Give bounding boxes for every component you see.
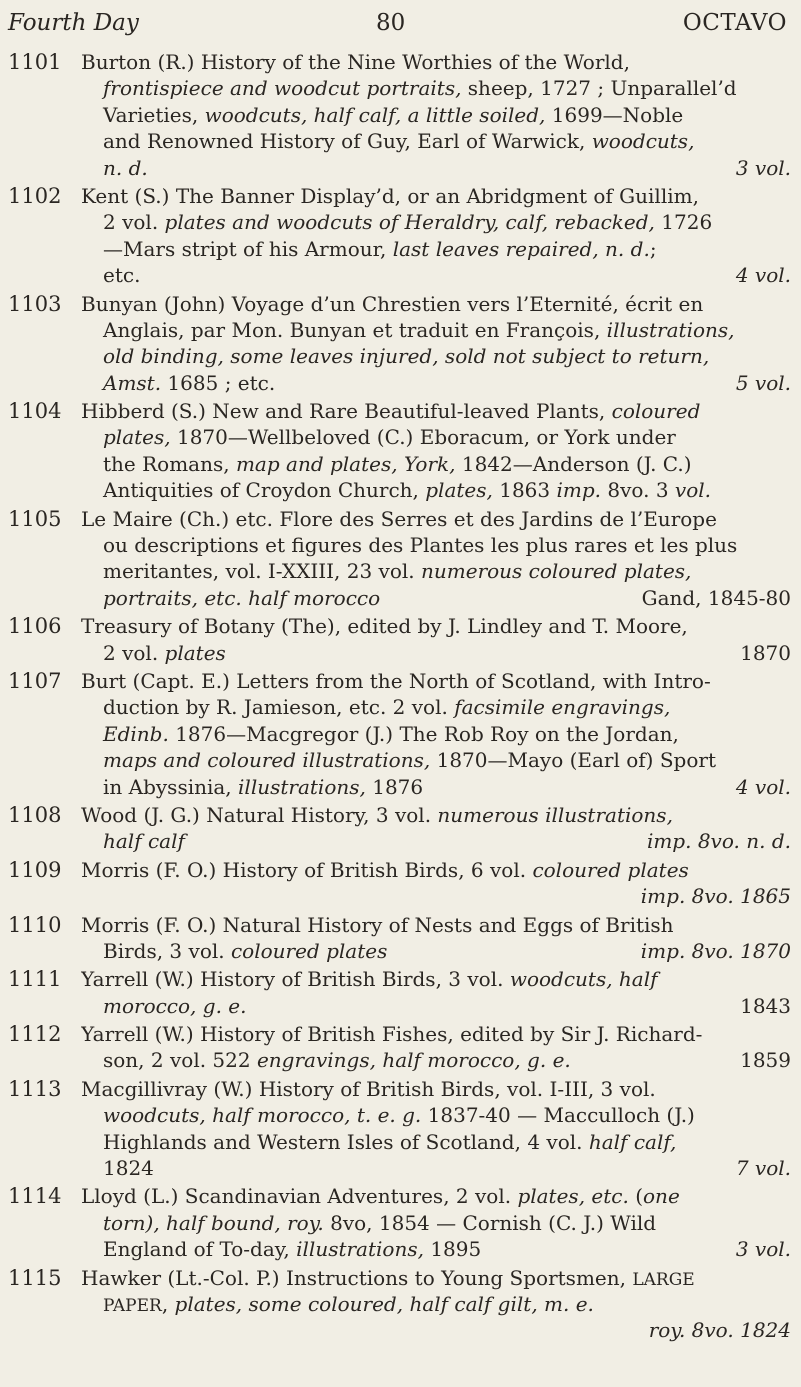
line-text: [103, 748, 716, 772]
lot-description-line: [81, 828, 791, 854]
text-run: Burton (R.) History of the Nine Worthies of the World,: [81, 50, 630, 74]
line-right-text: 7 vol.: [735, 1156, 791, 1181]
lot-entry: [0, 1076, 801, 1182]
lot-number: 1109: [8, 857, 62, 882]
lot-description-line: [81, 857, 791, 883]
lot-description-line: [81, 49, 791, 75]
italic-text: woodcuts, half calf, a little soiled,: [204, 102, 546, 127]
line-text: [103, 452, 692, 476]
line-text: [103, 1211, 656, 1235]
italic-text: illustrations,: [606, 317, 735, 342]
italic-text: plates, some coloured, half calf gilt, m. e.: [174, 1291, 594, 1316]
text-run: 1842—Anderson (J. C.): [455, 451, 692, 476]
line-text: [103, 722, 679, 746]
line-text: [103, 370, 275, 396]
line-text: [81, 50, 630, 74]
lot-description-line: [81, 75, 791, 101]
text-run: 1824: [103, 1156, 154, 1181]
lot-entry: [0, 291, 801, 397]
lot-entry: [0, 1021, 801, 1074]
lot-number: 1112: [8, 1022, 62, 1047]
lot-description-line: [81, 183, 791, 209]
text-run: ;: [649, 236, 657, 261]
italic-text: engravings, half morocco, g. e.: [256, 1048, 571, 1073]
line-text: [81, 1266, 695, 1290]
lot-description-line: [81, 1076, 791, 1102]
lot-description-line: [81, 774, 791, 800]
text-run: 1699—Noble: [545, 102, 684, 127]
lot-description-line: [81, 317, 791, 343]
line-text: [103, 1236, 481, 1262]
lot-number: 1107: [8, 668, 62, 693]
text-run: Antiquities of Croydon Church,: [103, 478, 426, 503]
italic-text: numerous coloured plates,: [421, 559, 692, 584]
lot-description-line: [81, 506, 791, 532]
line-text: [81, 967, 658, 991]
lot-description-line: [81, 694, 791, 720]
line-right-text: 1870: [740, 640, 791, 665]
lot-description-line: [81, 1021, 791, 1047]
lot-description-line: [81, 209, 791, 235]
line-text: [81, 292, 703, 316]
line-right-text: roy. 8vo. 1824: [648, 1318, 791, 1343]
italic-text: coloured plates: [230, 938, 388, 963]
line-text: [81, 669, 711, 693]
text-run: —Mars stript of his Armour,: [103, 236, 393, 261]
lot-description-line: [81, 640, 791, 666]
line-text: [103, 478, 711, 502]
line-text: [81, 803, 673, 827]
lot-description-line: [81, 613, 791, 639]
lot-entry: [0, 966, 801, 1019]
text-run: 1837-40 — Macculloch (J.): [421, 1103, 695, 1128]
italic-text: n. d.: [103, 155, 148, 180]
line-right-text: 1843: [740, 993, 791, 1018]
lot-description-line: [81, 1102, 791, 1128]
text-run: Morris (F. O.) Natural History of Nests and Eggs of British: [81, 912, 674, 937]
text-run: PAPER: [103, 1295, 162, 1316]
text-run: Birds, 3 vol.: [103, 938, 231, 963]
italic-text: last leaves repaired, n. d.: [392, 236, 650, 261]
italic-text: plates: [164, 640, 226, 665]
lot-description-line: [81, 236, 791, 262]
line-text: [103, 640, 226, 666]
lot-description-line: [81, 1155, 791, 1181]
italic-text: torn), half bound, roy.: [103, 1210, 324, 1235]
italic-text: Amst.: [103, 370, 162, 395]
text-run: and Renowned History of Guy, Earl of Warwick,: [103, 129, 592, 154]
lot-description-line: [81, 938, 791, 964]
lot-number: 1105: [8, 506, 62, 531]
line-text: [81, 1077, 656, 1101]
lot-entry: [0, 802, 801, 855]
lot-description-line: [81, 370, 791, 396]
lot-entry: [0, 183, 801, 289]
header-day: Fourth Day: [8, 10, 139, 36]
lot-number: 1104: [8, 399, 62, 424]
text-run: duction by R. Jamieson, etc. 2 vol.: [103, 695, 455, 720]
lot-description-line: [81, 1236, 791, 1262]
line-right-text: Gand, 1845-80: [641, 585, 791, 610]
lot-entry: [0, 1265, 801, 1344]
text-run: in Abyssinia,: [103, 774, 239, 799]
line-text: [103, 1292, 594, 1316]
text-run: Treasury of Botany (The), edited by J. Lindley and T. Moore,: [81, 614, 688, 639]
text-run: Bunyan (John) Voyage d’un Chrestien vers l’Eternité, écrit en: [81, 291, 704, 316]
text-run: Anglais, par Mon. Bunyan et traduit en François,: [103, 317, 607, 342]
text-run: Morris (F. O.) History of British Birds, 6 vol.: [81, 857, 533, 882]
line-text: [103, 1130, 676, 1154]
lot-list: [0, 49, 801, 1346]
line-text: [103, 1103, 695, 1127]
text-run: Wood (J. G.) Natural History, 3 vol.: [81, 802, 438, 827]
header-format: OCTAVO: [682, 10, 787, 36]
lot-number: 1114: [8, 1184, 62, 1209]
line-text: [103, 1047, 571, 1073]
line-text: [103, 425, 676, 449]
lot-description-line: [81, 532, 791, 558]
lot-number: 1110: [8, 912, 62, 937]
text-run: Varieties,: [103, 102, 205, 127]
lot-description-line: [81, 343, 791, 369]
text-run: Hawker (Lt.-Col. P.) Instructions to Young Sportsmen,: [81, 1265, 633, 1290]
text-run: 1895: [423, 1237, 482, 1262]
text-run: 1863: [492, 478, 557, 503]
page-header: [0, 6, 801, 46]
text-run: 1876: [365, 774, 424, 799]
text-run: Hibberd (S.) New and Rare Beautiful-leaved Plants,: [81, 399, 612, 424]
text-run: Yarrell (W.) History of British Fishes, edited by Sir J. Richard-: [81, 1022, 703, 1047]
text-run: Yarrell (W.) History of British Birds, 3 vol.: [81, 967, 510, 992]
italic-text: one: [643, 1184, 680, 1209]
line-right-text: 4 vol.: [735, 263, 791, 288]
line-right-text: 3 vol.: [735, 1237, 791, 1262]
lot-number: 1106: [8, 614, 62, 639]
lot-entry: [0, 613, 801, 666]
lot-description-line: [81, 1129, 791, 1155]
lot-description-line: [81, 912, 791, 938]
lot-description-line: [81, 1291, 791, 1317]
line-text: [103, 262, 140, 288]
text-run: 8vo, 1854 — Cornish (C. J.) Wild: [323, 1210, 657, 1235]
italic-text: numerous illustrations,: [437, 802, 673, 827]
lot-entry: [0, 1183, 801, 1262]
text-run: Le Maire (Ch.) etc. Flore des Serres et des Jardins de l’Europe: [81, 506, 717, 531]
lot-description-line: [81, 424, 791, 450]
text-run: 1876—Macgregor (J.) The Rob Roy on the Jordan,: [168, 721, 679, 746]
text-run: Highlands and Western Isles of Scotland, 4 vol.: [103, 1129, 589, 1154]
lot-description-line: [81, 102, 791, 128]
italic-text: maps and coloured illustrations,: [103, 748, 431, 773]
lot-number: 1103: [8, 291, 62, 316]
italic-text: morocco, g. e.: [103, 993, 247, 1018]
italic-text: half calf: [103, 829, 185, 854]
text-run: 1726: [654, 210, 713, 235]
italic-text: Edinb.: [103, 721, 169, 746]
lot-description-line: [81, 155, 791, 181]
text-run: 1870—Mayo (Earl of) Sport: [430, 748, 716, 773]
text-run: 2 vol.: [103, 210, 165, 235]
line-right-text: imp. 8vo. n. d.: [646, 829, 791, 854]
line-text: [81, 913, 674, 937]
text-run: 8vo. 3: [601, 478, 675, 503]
line-right-text: imp. 8vo. 1870: [640, 938, 791, 963]
text-run: meritantes, vol. I-XXIII, 23 vol.: [103, 559, 421, 584]
lot-entry: [0, 506, 801, 612]
lot-description-line: [81, 883, 791, 909]
lot-entry: [0, 668, 801, 800]
line-text: [81, 1022, 702, 1046]
lot-description-line: [81, 558, 791, 584]
text-run: sheep, 1727 ; Unparallel’d: [461, 76, 737, 101]
line-text: [103, 103, 683, 127]
lot-entry: [0, 49, 801, 181]
lot-description-line: [81, 1265, 791, 1291]
line-right-text: 3 vol.: [735, 155, 791, 180]
lot-number: 1108: [8, 802, 62, 827]
italic-text: plates,: [103, 425, 171, 450]
line-text: [103, 237, 657, 261]
italic-text: frontispiece and woodcut portraits,: [103, 76, 462, 101]
lot-description-line: [81, 1210, 791, 1236]
line-text: [103, 155, 148, 181]
lot-description-line: [81, 477, 791, 503]
lot-description-line: [81, 585, 791, 611]
italic-text: woodcuts,: [591, 129, 695, 154]
lot-description-line: [81, 291, 791, 317]
italic-text: old binding, some leaves injured, sold not subject to return,: [103, 344, 710, 369]
text-run: son, 2 vol. 522: [103, 1048, 257, 1073]
line-text: [81, 184, 699, 208]
lot-description-line: [81, 721, 791, 747]
line-right-text: 5 vol.: [735, 370, 791, 395]
text-run: ou descriptions et figures des Plantes les plus rares et les plus: [103, 533, 738, 558]
line-text: [103, 210, 712, 234]
text-run: 1685 ; etc.: [161, 370, 276, 395]
line-text: [103, 533, 737, 557]
lot-description-line: [81, 398, 791, 424]
lot-description-line: [81, 128, 791, 154]
line-text: [81, 858, 689, 882]
italic-text: coloured: [611, 399, 701, 424]
line-text: [103, 828, 185, 854]
text-run: (: [628, 1184, 644, 1209]
italic-text: vol.: [674, 478, 711, 503]
text-run: Kent (S.) The Banner Display’d, or an Abridgment of Guillim,: [81, 183, 699, 208]
text-run: Lloyd (L.) Scandinavian Adventures, 2 vol.: [81, 1184, 518, 1209]
text-run: 2 vol.: [103, 640, 165, 665]
line-text: [103, 344, 709, 368]
page-number: 80: [376, 10, 406, 36]
italic-text: illustrations,: [238, 774, 366, 799]
italic-text: plates,: [425, 478, 493, 503]
lot-number: 1111: [8, 967, 62, 992]
italic-text: illustrations,: [296, 1237, 424, 1262]
line-text: [103, 585, 380, 611]
lot-description-line: [81, 451, 791, 477]
line-right-text: 4 vol.: [735, 774, 791, 799]
italic-text: imp.: [556, 478, 602, 503]
text-run: the Romans,: [103, 451, 236, 476]
lot-entry: [0, 857, 801, 910]
line-text: [103, 559, 691, 583]
line-text: [103, 938, 387, 964]
line-text: [103, 695, 670, 719]
text-run: LARGE: [632, 1269, 695, 1290]
italic-text: map and plates, York,: [235, 451, 456, 476]
lot-number: 1115: [8, 1265, 62, 1290]
lot-description-line: [81, 747, 791, 773]
text-run: 1870—Wellbeloved (C.) Eboracum, or York under: [170, 425, 676, 450]
line-text: [103, 993, 246, 1019]
italic-text: plates, etc.: [517, 1184, 629, 1209]
text-run: Macgillivray (W.) History of British Birds, vol. I-III, 3 vol.: [81, 1076, 656, 1101]
line-right-text: 1859: [740, 1048, 791, 1073]
line-text: [103, 129, 694, 153]
lot-number: 1101: [8, 50, 62, 74]
line-text: [81, 1184, 680, 1208]
lot-description-line: [81, 1317, 791, 1343]
text-run: etc.: [103, 263, 141, 288]
line-right-text: imp. 8vo. 1865: [640, 884, 791, 909]
italic-text: woodcuts, half: [509, 967, 658, 992]
italic-text: plates and woodcuts of Heraldry, calf, rebacked,: [164, 210, 655, 235]
italic-text: portraits, etc. half morocco: [103, 585, 381, 610]
text-run: Burt (Capt. E.) Letters from the North of Scotland, with Intro-: [81, 668, 711, 693]
lot-number: 1102: [8, 183, 62, 208]
lot-entry: [0, 912, 801, 965]
lot-description-line: [81, 1183, 791, 1209]
lot-description-line: [81, 262, 791, 288]
italic-text: facsimile engravings,: [454, 695, 671, 720]
lot-description-line: [81, 993, 791, 1019]
italic-text: half calf,: [588, 1129, 677, 1154]
text-run: England of To-day,: [103, 1237, 297, 1262]
italic-text: woodcuts, half morocco, t. e. g.: [103, 1103, 422, 1128]
italic-text: coloured plates: [532, 857, 689, 882]
line-text: [81, 399, 700, 423]
lot-description-line: [81, 966, 791, 992]
line-text: [103, 76, 737, 100]
text-run: ,: [161, 1291, 175, 1316]
lot-description-line: [81, 668, 791, 694]
line-text: [103, 774, 423, 800]
lot-description-line: [81, 802, 791, 828]
line-text: [103, 318, 735, 342]
lot-number: 1113: [8, 1076, 62, 1101]
lot-entry: [0, 398, 801, 504]
line-text: [103, 1155, 154, 1181]
line-text: [81, 507, 717, 531]
lot-description-line: [81, 1047, 791, 1073]
line-text: [81, 614, 688, 638]
